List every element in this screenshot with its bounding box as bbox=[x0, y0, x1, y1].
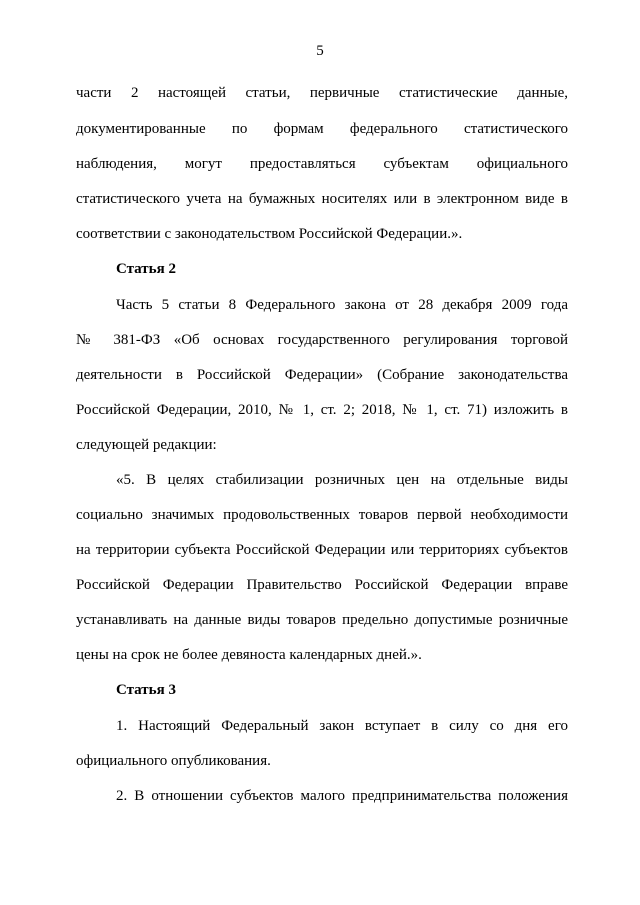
paragraph-line: официального опубликования. bbox=[76, 753, 271, 769]
paragraph-line: устанавливать на данные виды товаров предельно допустимые розничные bbox=[76, 612, 568, 628]
paragraph-line: соответствии с законодательством Российской Федерации.». bbox=[76, 226, 463, 242]
paragraph-line: № 381-ФЗ «Об основах государственного регулирования торговой bbox=[76, 332, 568, 348]
paragraph-line: Часть 5 статьи 8 Федерального закона от 28 декабря 2009 года bbox=[116, 297, 568, 313]
paragraph-line: деятельности в Российской Федерации» (Собрание законодательства bbox=[76, 367, 568, 383]
paragraph-line: на территории субъекта Российской Федерации или территориях субъектов bbox=[76, 542, 568, 558]
paragraph-line: Российской Федерации, 2010, № 1, ст. 2; 2018, № 1, ст. 71) изложить в bbox=[76, 402, 568, 418]
paragraph-line: 2. В отношении субъектов малого предпринимательства положения bbox=[116, 788, 568, 804]
paragraph-line: социально значимых продовольственных товаров первой необходимости bbox=[76, 507, 568, 523]
paragraph-line: «5. В целях стабилизации розничных цен на отдельные виды bbox=[116, 472, 568, 488]
paragraph-line: документированные по формам федерального статистического bbox=[76, 121, 568, 137]
paragraph-line: части 2 настоящей статьи, первичные статистические данные, bbox=[76, 85, 568, 101]
paragraph-line: 1. Настоящий Федеральный закон вступает в силу со дня его bbox=[116, 718, 568, 734]
paragraph-line: наблюдения, могут предоставляться субъектам официального bbox=[76, 156, 568, 172]
paragraph-line: цены на срок не более девяноста календарных дней.». bbox=[76, 647, 422, 663]
article-heading: Статья 2 bbox=[116, 261, 176, 277]
paragraph-line: Российской Федерации Правительство Российской Федерации вправе bbox=[76, 577, 568, 593]
page-number: 5 bbox=[316, 43, 324, 59]
article-heading: Статья 3 bbox=[116, 682, 176, 698]
paragraph-line: статистического учета на бумажных носителях или в электронном виде в bbox=[76, 191, 568, 207]
paragraph-line: следующей редакции: bbox=[76, 437, 217, 453]
